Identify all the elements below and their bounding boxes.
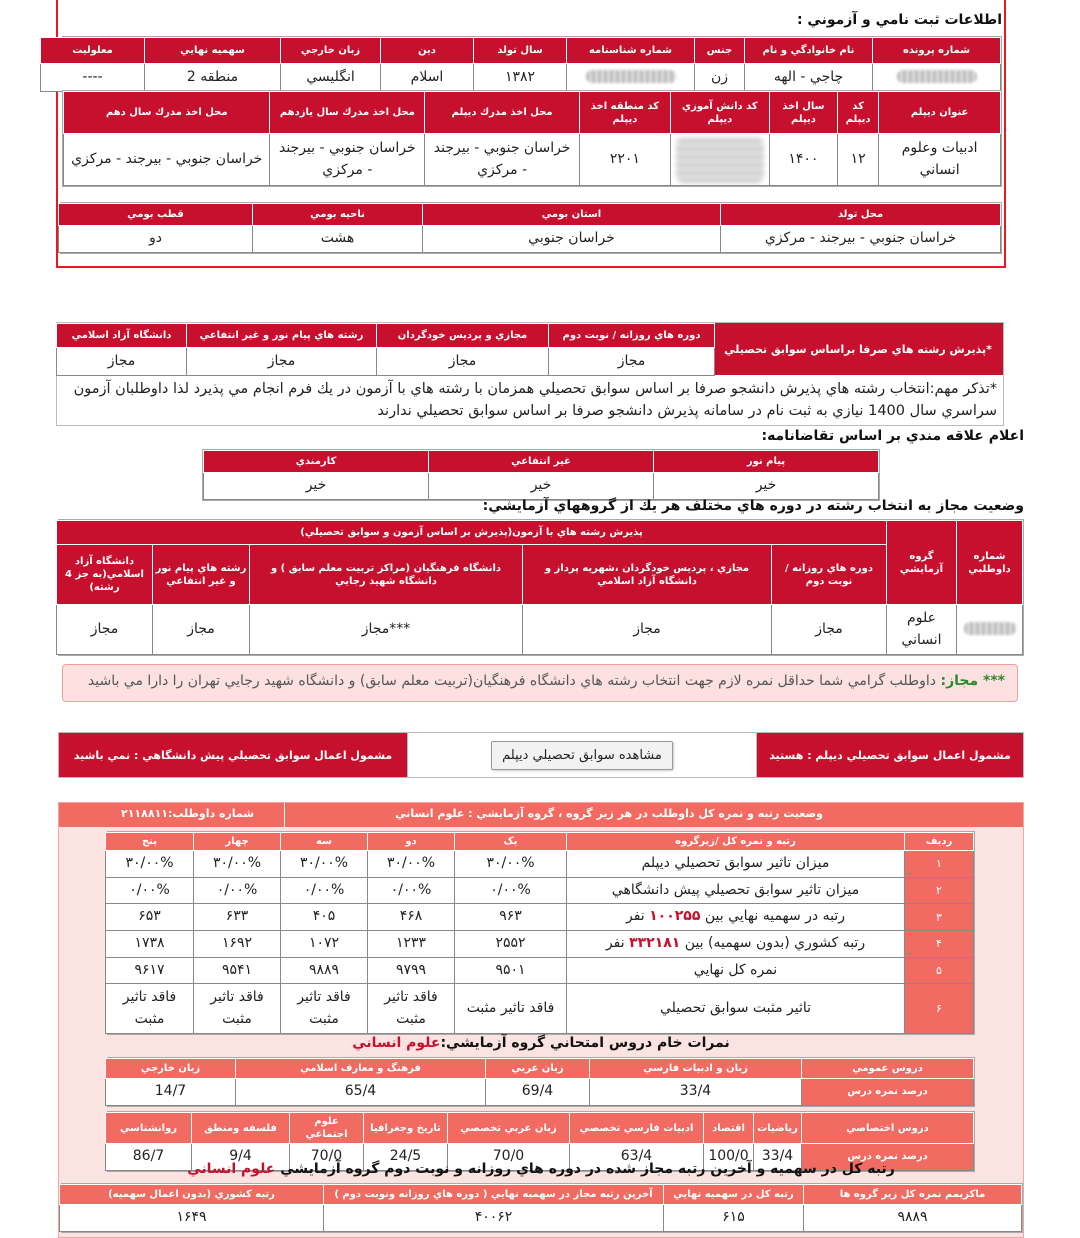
hdr-file-no: شماره پرونده — [873, 38, 1001, 64]
hdr-status-azad: دانشگاه آزاد اسلامي(به جز 4 رشته) — [56, 545, 152, 605]
rank-cell: ۴۶۸ — [368, 904, 455, 931]
rank-header-bar — [59, 803, 1023, 827]
rank-row-number: ۶ — [905, 984, 974, 1034]
hdr-birth-place: محل تولد — [721, 204, 1001, 226]
place-diploma-value: خراسان جنوبي - بيرجند - مركزي — [425, 134, 580, 186]
hdr-payamnoor-nonprofit: رشته هاي پيام نور و غير انتفاعي — [187, 324, 377, 348]
records-admission-block — [56, 322, 1004, 426]
nonprofit-value: خير — [429, 473, 654, 500]
rank-cell: ۳۰/۰۰% — [281, 851, 368, 878]
hdr-psychology: روانشناسي — [106, 1113, 192, 1144]
score-cell: 70/0 — [290, 1144, 364, 1171]
place-10-value: خراسان جنوبي - بيرجند - مركزي — [64, 134, 270, 186]
rank-cell: ۶۵۳ — [106, 904, 194, 931]
last-allowed-value: ۴۰۰۶۲ — [324, 1205, 664, 1232]
raw-scores-title: نمرات خام دروس امتحاني گروه آزمايشي:علوم انساني — [352, 1035, 730, 1051]
hdr-place-diploma: محل اخذ مدرك ديپلم — [425, 92, 580, 134]
hdr-status-daily: دوره هاي روزانه / نوبت دوم — [772, 545, 887, 605]
hdr-philosophy: فلسفه ومنطق — [192, 1113, 290, 1144]
general-courses-table — [107, 1057, 975, 1107]
score-cell: 65/4 — [236, 1079, 486, 1106]
hdr-exam-admission: پذيرش رشته هاي با آزمون(پذيرش بر اساس آزمون و سوابق تحصيلي) — [56, 521, 886, 545]
rank-cell: ۹۵۴۱ — [194, 957, 281, 984]
general-courses-label: دروس عمومي — [802, 1059, 974, 1079]
rank-cell: ۳۰/۰۰% — [368, 851, 455, 878]
status-virtual-value: مجاز — [523, 605, 772, 655]
rank-cell: ۰/۰۰% — [281, 877, 368, 904]
rank-row-number: ۵ — [905, 957, 974, 984]
rank-cell: ۳۰/۰۰% — [106, 851, 194, 878]
hdr-max-score: ماكزيمم نمره كل زير گروه ها — [804, 1185, 1022, 1205]
rank-candidate-number: شماره داوطلب:۲۱۱۸۸۱۱ — [121, 807, 255, 820]
max-score-value: ۹۸۸۹ — [804, 1205, 1022, 1232]
hdr-nonprofit: غير انتفاعي — [429, 451, 654, 473]
rank-cell: ۰/۰۰% — [455, 877, 567, 904]
rank-cell: ۱۰۷۲ — [281, 931, 368, 958]
admission-virtual-value: مجاز — [377, 348, 549, 376]
status-candidate-blurred — [957, 605, 1023, 655]
hdr-economy: اقتصاد — [704, 1113, 754, 1144]
rank-header-title: وضعيت رتبه و نمره كل داوطلب در هر زير گروه ، گروه آزمايشي : علوم انساني — [395, 807, 823, 820]
records-preuni-status: مشمول اعمال سوابق تحصيلي پيش دانشگاهي : نمي باشيد — [73, 748, 393, 762]
admission-azad-value: مجاز — [57, 348, 187, 376]
region-code-value: ۲۲۰۱ — [580, 134, 671, 186]
native-district-value: هشت — [253, 226, 423, 253]
hdr-arabic: زبان عربي — [486, 1059, 590, 1079]
rank-cell: ۰/۰۰% — [194, 877, 281, 904]
rank-cell: ۱۷۳۸ — [106, 931, 194, 958]
percent-label: درصد نمره درس — [802, 1144, 974, 1171]
hdr-daily-night: دوره هاي روزانه / نوبت دوم — [549, 324, 715, 348]
rank-cell: فاقد تاثير مثبت — [194, 984, 281, 1034]
rank-quota-value: ۶۱۵ — [664, 1205, 804, 1232]
hdr-status-virtual: مجازي ، پرديس خودگردان ،شهريه پرداز و دانشگاه آزاد اسلامي — [523, 545, 772, 605]
rank-row-number: ۴ — [905, 931, 974, 958]
rank-cell: فاقد تاثير مثبت — [368, 984, 455, 1034]
national-rank-value: ۱۶۴۹ — [60, 1205, 324, 1232]
rank-cell: ۹۵۰۱ — [455, 957, 567, 984]
admission-payamnoor-value: مجاز — [187, 348, 377, 376]
interest-title: اعلام علاقه مندي بر اساس تقاضانامه: — [761, 428, 1024, 444]
gender-value: زن — [695, 64, 745, 92]
hdr-history-geo: تاريخ وجغرافيا — [364, 1113, 448, 1144]
hdr-diploma-title: عنوان ديپلم — [879, 92, 1001, 134]
place-11-value: خراسان جنوبي - بيرجند - مركزي — [270, 134, 425, 186]
disability-value: ---- — [41, 64, 145, 92]
special-courses-label: دروس اختصاصي — [802, 1113, 974, 1144]
hdr-region-code: كد منطقه اخذ ديپلم — [580, 92, 671, 134]
status-table — [58, 519, 1024, 656]
status-daily-value: مجاز — [772, 605, 887, 655]
records-admission-label: *پذيرش رشته هاي صرفا براساس سوابق تحصيلي — [713, 323, 1003, 375]
score-cell: 14/7 — [106, 1079, 236, 1106]
language-value: انگليسي — [281, 64, 381, 92]
rank-cell: ۶۳۳ — [194, 904, 281, 931]
hdr-native-district: ناحيه بومي — [253, 204, 423, 226]
registration-table-1 — [62, 36, 1002, 93]
hdr-place-10: محل اخذ مدرك سال دهم — [64, 92, 270, 134]
hdr-quota: سهميه نهايي — [145, 38, 281, 64]
rank-cell: فاقد تاثير مثبت — [281, 984, 368, 1034]
hdr-employee: كارمندي — [204, 451, 429, 473]
hdr-birth-year: سال تولد — [474, 38, 567, 64]
diploma-code-value: ۱۲ — [837, 134, 878, 186]
hdr-payamnoor: پيام نور — [654, 451, 879, 473]
rank-row-number: ۳ — [905, 904, 974, 931]
hdr-math: رياضيات — [754, 1113, 802, 1144]
hdr-rank-1: يک — [455, 833, 567, 851]
view-diploma-records-button[interactable]: مشاهده سوابق تحصيلي ديپلم — [491, 741, 673, 770]
registration-title: اطلاعات ثبت نامي و آزموني : — [796, 12, 1002, 28]
status-title: وضعيت مجاز به انتخاب رشته در دوره هاي مختلف هر يك از گروههاي آزمايشي: — [482, 498, 1024, 514]
rank-row-number: ۲ — [905, 877, 974, 904]
hdr-diploma-year: سال اخذ ديپلم — [769, 92, 837, 134]
employee-value: خير — [204, 473, 429, 500]
note-text: داوطلب گرامي شما حداقل نمره لازم جهت انتخاب رشته هاي دانشگاه فرهنگيان(تربيت معلم سابق) و دانشگاه شهيد رجايي تهران را دارا مي باشيد — [87, 673, 941, 689]
birth-place-value: خراسان جنوبي - بيرجند - مركزي — [721, 226, 1001, 253]
status-azad-value: مجاز — [56, 605, 152, 655]
hdr-id-no: شماره شناسنامه — [567, 38, 695, 64]
farhangian-note — [62, 664, 1018, 702]
score-cell: 9/4 — [192, 1144, 290, 1171]
hdr-diploma-code: كد ديپلم — [837, 92, 878, 134]
hdr-gender: جنس — [695, 38, 745, 64]
native-pole-value: دو — [59, 226, 253, 253]
status-farhangian-value: ***مجاز — [250, 605, 523, 655]
hdr-name: نام خانوادگي و نام — [745, 38, 873, 64]
rank-row-label: رتبه كشوري (بدون سهميه) بين ۳۳۲۱۸۱ نفر — [567, 931, 905, 958]
hdr-group: گروه آزمايشي — [887, 521, 957, 605]
hdr-status-farhangian: دانشگاه فرهنگيان (مراكز تربيت معلم سابق ) و دانشگاه شهيد رجايي — [250, 545, 523, 605]
final-rank-title: رتبه كل در سهميه و آخرين رتبه مجاز شده در دوره هاي روزانه و نوبت دوم گروه آزمايشي علوم انساني — [187, 1161, 895, 1177]
diploma-title-value: ادبيات وعلوم انساني — [879, 134, 1001, 186]
admission-note: *تذكر مهم:انتخاب رشته هاي پذيرش دانشجو صرفا بر اساس سوابق تحصيلي همزمان با رشته هاي با آزمون در يك فرم انجام مي پذيرد لذا داوطلبان آزمون سراسري سال 1400 نيازي به ثبت نام در سامانه پذيرش دانشجو صرفا بر اساس سوابق تحصيلي ندارند — [73, 381, 997, 420]
interest-table — [202, 449, 880, 501]
rank-cell: ۹۶۳ — [455, 904, 567, 931]
hdr-disability: معلوليت — [41, 38, 145, 64]
hdr-rank-4: چهار — [194, 833, 281, 851]
hdr-persian-lit: ادبيات فارسي تخصصي — [570, 1113, 704, 1144]
hdr-rank-label: رتبه و نمره كل /زيرگروه — [567, 833, 905, 851]
hdr-rank-row: رديف — [905, 833, 974, 851]
rank-row-label: ميزان تاثير سوابق تحصيلي پيش دانشگاهي — [567, 877, 905, 904]
religion-value: اسلام — [381, 64, 474, 92]
payamnoor-value: خير — [654, 473, 879, 500]
native-province-value: خراسان جنوبي — [423, 226, 721, 253]
hdr-student-code: كد دانش آموزي ديپلم — [670, 92, 769, 134]
score-cell: 63/4 — [570, 1144, 704, 1171]
score-cell: 33/4 — [754, 1144, 802, 1171]
id-no-blurred — [567, 64, 695, 92]
hdr-national-rank: رتبه كشوري (بدون اعمال سهميه) — [60, 1185, 324, 1205]
rank-row-number: ۱ — [905, 851, 974, 878]
hdr-persian: زبان و ادبيات فارسي — [590, 1059, 802, 1079]
note-prefix: *** مجاز: — [940, 673, 1005, 689]
score-cell: 69/4 — [486, 1079, 590, 1106]
hdr-place-11: محل اخذ مدرك سال يازدهم — [270, 92, 425, 134]
registration-table-2 — [62, 90, 1002, 187]
rank-cell: ۱۶۹۲ — [194, 931, 281, 958]
score-cell: 86/7 — [106, 1144, 192, 1171]
admission-daily-value: مجاز — [549, 348, 715, 376]
hdr-arabic-special: زبان عربي تخصصي — [448, 1113, 570, 1144]
rank-cell: ۳۰/۰۰% — [194, 851, 281, 878]
hdr-azad: دانشگاه آزاد اسلامي — [57, 324, 187, 348]
hdr-rank-2: دو — [368, 833, 455, 851]
rank-row-label: رتبه در سهميه نهايي بين ۱۰۰۲۵۵ نفر — [567, 904, 905, 931]
rank-table — [107, 831, 975, 1035]
rank-cell: ۰/۰۰% — [368, 877, 455, 904]
rank-cell: ۹۶۱۷ — [106, 957, 194, 984]
rank-cell: ۰/۰۰% — [106, 877, 194, 904]
rank-row-label: تاثير مثبت سوابق تحصيلي — [567, 984, 905, 1034]
rank-cell: ۱۲۳۳ — [368, 931, 455, 958]
hdr-native-pole: قطب بومي — [59, 204, 253, 226]
final-rank-table — [61, 1183, 1023, 1233]
score-cell: 33/4 — [590, 1079, 802, 1106]
rank-cell: فاقد تاثير مثبت — [455, 984, 567, 1034]
rank-cell: ۴۰۵ — [281, 904, 368, 931]
hdr-foreign-lang: زبان خارجي — [106, 1059, 236, 1079]
student-code-blurred — [670, 134, 769, 186]
name-value: چاجي - الهه — [745, 64, 873, 92]
records-bar — [58, 732, 1024, 778]
rank-cell: فاقد تاثير مثبت — [106, 984, 194, 1034]
hdr-social: علوم اجتماعي — [290, 1113, 364, 1144]
birth-year-value: ۱۳۸۲ — [474, 64, 567, 92]
rank-cell: ۹۷۹۹ — [368, 957, 455, 984]
file-no-blurred — [873, 64, 1001, 92]
quota-value: منطقه 2 — [145, 64, 281, 92]
hdr-virtual-campus: مجازي و پرديس خودگردان — [377, 324, 549, 348]
status-payamnoor-value: مجاز — [153, 605, 250, 655]
diploma-year-value: ۱۴۰۰ — [769, 134, 837, 186]
hdr-status-payamnoor: رشته هاي پيام نور و غير انتفاعي — [153, 545, 250, 605]
hdr-rank-quota: رتبه كل در سهميه نهايي — [664, 1185, 804, 1205]
rank-cell: ۲۵۵۲ — [455, 931, 567, 958]
rank-row-label: نمره كل نهايي — [567, 957, 905, 984]
score-cell: 24/5 — [364, 1144, 448, 1171]
hdr-rank-5: پنج — [106, 833, 194, 851]
records-diploma-status: مشمول اعمال سوابق تحصيلي ديپلم : هستيد — [769, 748, 1011, 762]
rank-cell: ۹۸۸۹ — [281, 957, 368, 984]
percent-label: درصد نمره درس — [802, 1079, 974, 1106]
hdr-last-allowed: آخرين رتبه مجاز در سهميه نهايي ( دوره هاي روزانه ونوبت دوم ) — [324, 1185, 664, 1205]
score-cell: 100/0 — [704, 1144, 754, 1171]
registration-table-3 — [60, 202, 1002, 254]
hdr-native-province: استان بومي — [423, 204, 721, 226]
hdr-language: زبان خارجي — [281, 38, 381, 64]
hdr-islamic: فرهنگ و معارف اسلامي — [236, 1059, 486, 1079]
rank-cell: ۳۰/۰۰% — [455, 851, 567, 878]
hdr-rank-3: سه — [281, 833, 368, 851]
hdr-religion: دين — [381, 38, 474, 64]
rank-section — [58, 802, 1024, 1238]
rank-row-label: ميزان تاثير سوابق تحصيلي ديپلم — [567, 851, 905, 878]
status-group-value: علوم انساني — [887, 605, 957, 655]
score-cell: 70/0 — [448, 1144, 570, 1171]
hdr-candidate-no: شماره داوطلبي — [957, 521, 1023, 605]
